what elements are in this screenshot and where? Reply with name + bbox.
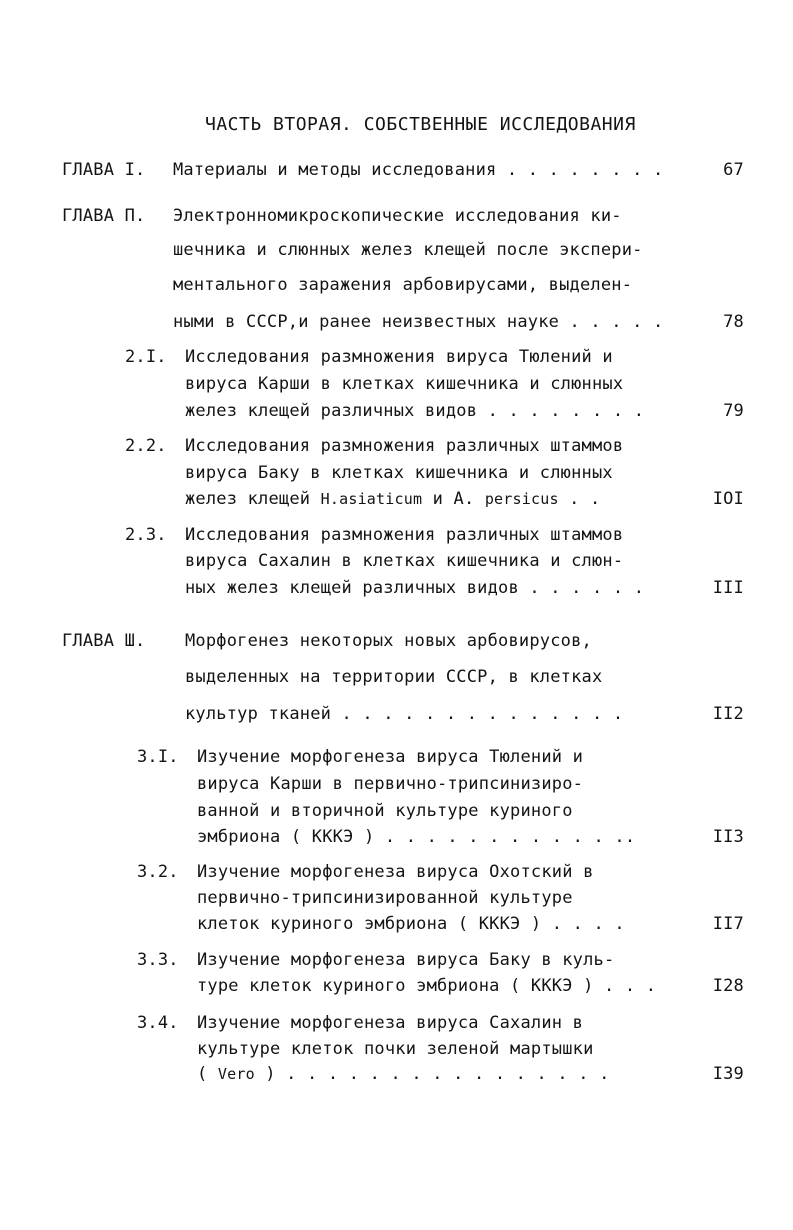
toc-entry-label: 3.I. <box>137 747 179 767</box>
toc-entry-line: ными в СССР,и ранее неизвестных науке . . . . . <box>173 312 664 332</box>
toc-entry-line: клеток куриного эмбриона ( КККЭ ) . . . . <box>197 914 625 934</box>
toc-entry-line: вируса Карши в клетках кишечника и слюнных <box>185 374 624 394</box>
toc-entry-line: Изучение морфогенеза вируса Сахалин в <box>197 1013 584 1033</box>
toc-page-number: IOI <box>712 489 744 509</box>
toc-entry-line: вируса Баку в клетках кишечника и слюнных <box>185 463 613 483</box>
toc-page-number: II7 <box>712 914 744 934</box>
toc-entry-label: ГЛАВА I. <box>62 160 146 180</box>
toc-entry-line: ментального заражения арбовирусами, выделен- <box>173 275 633 295</box>
toc-entry-line <box>197 1064 610 1084</box>
toc-entry-line: ных желез клещей различных видов . . . . . . <box>185 578 645 598</box>
toc-page-number: III <box>712 578 744 598</box>
toc-entry-line: Морфогенез некоторых новых арбовирусов, <box>185 631 592 651</box>
toc-entry-line: шечника и слюнных желез клещей после экспери- <box>173 240 643 260</box>
toc-entry-line: культур тканей . . . . . . . . . . . . . . <box>185 704 624 724</box>
toc-entry-label: 3.3. <box>137 950 179 970</box>
toc-entry-label: 2.3. <box>125 525 167 545</box>
toc-entry-line: Исследования размножения различных штаммов <box>185 525 624 545</box>
toc-entry-line: Исследования размножения различных штаммов <box>185 436 624 456</box>
toc-entry-line: Электронномикроскопические исследования ки- <box>173 206 622 226</box>
toc-line-text: желез клещей <box>185 489 321 509</box>
toc-page-number: 79 <box>723 401 744 421</box>
toc-entry-line <box>185 489 600 509</box>
toc-entry-line: Материалы и методы исследования . . . . . . . . <box>173 160 664 180</box>
species-name-latin: persicus <box>484 490 559 508</box>
toc-entry-label: 3.4. <box>137 1013 179 1033</box>
section-heading: ЧАСТЬ ВТОРАЯ. СОБСТВЕННЫЕ ИССЛЕДОВАНИЯ <box>205 114 636 135</box>
toc-entry-line: культуре клеток почки зеленой мартышки <box>197 1039 594 1059</box>
toc-page-number: 67 <box>723 160 744 180</box>
toc-entry-line: выделенных на территории СССР, в клетках <box>185 667 603 687</box>
toc-entry-line: вируса Сахалин в клетках кишечника и слюн- <box>185 551 624 571</box>
toc-entry-line: Изучение морфогенеза вируса Баку в куль- <box>197 950 615 970</box>
toc-entry-label: 2.I. <box>125 347 167 367</box>
toc-entry-label: ГЛАВА Ш. <box>62 631 146 651</box>
toc-entry-line: первично-трипсинизированной культуре <box>197 888 573 908</box>
toc-entry-line: ванной и вторичной культуре куриного <box>197 801 573 821</box>
toc-entry-line: эмбриона ( КККЭ ) . . . . . . . . . . . .. <box>197 827 636 847</box>
toc-page-number: II2 <box>712 704 744 724</box>
toc-line-text: ( <box>197 1064 218 1084</box>
toc-line-dots: . . <box>558 489 601 509</box>
toc-page-number: I39 <box>712 1064 744 1084</box>
species-name-latin: H.asiaticum <box>320 490 423 508</box>
toc-entry-line: желез клещей различных видов . . . . . . . . <box>185 401 645 421</box>
toc-entry-label: 3.2. <box>137 862 179 882</box>
toc-entry-line: Изучение морфогенеза вируса Тюлений и <box>197 747 584 767</box>
toc-page-number: I28 <box>712 976 744 996</box>
toc-line-dots: ) . . . . . . . . . . . . . . . . <box>254 1064 610 1084</box>
toc-entry-label: 2.2. <box>125 436 167 456</box>
toc-entry-line: Исследования размножения вируса Тюлений и <box>185 347 613 367</box>
toc-entry-label: ГЛАВА П. <box>62 206 146 226</box>
toc-line-text: и А. <box>422 489 475 509</box>
toc-page-number: 78 <box>723 312 744 332</box>
cell-line-latin: Vero <box>217 1065 255 1083</box>
toc-entry-line: Изучение морфогенеза вируса Охотский в <box>197 862 594 882</box>
toc-page-number: II3 <box>712 827 744 847</box>
toc-entry-line: вируса Карши в первично-трипсинизиро- <box>197 774 584 794</box>
toc-entry-line: туре клеток куриного эмбриона ( КККЭ ) . . . <box>197 976 657 996</box>
